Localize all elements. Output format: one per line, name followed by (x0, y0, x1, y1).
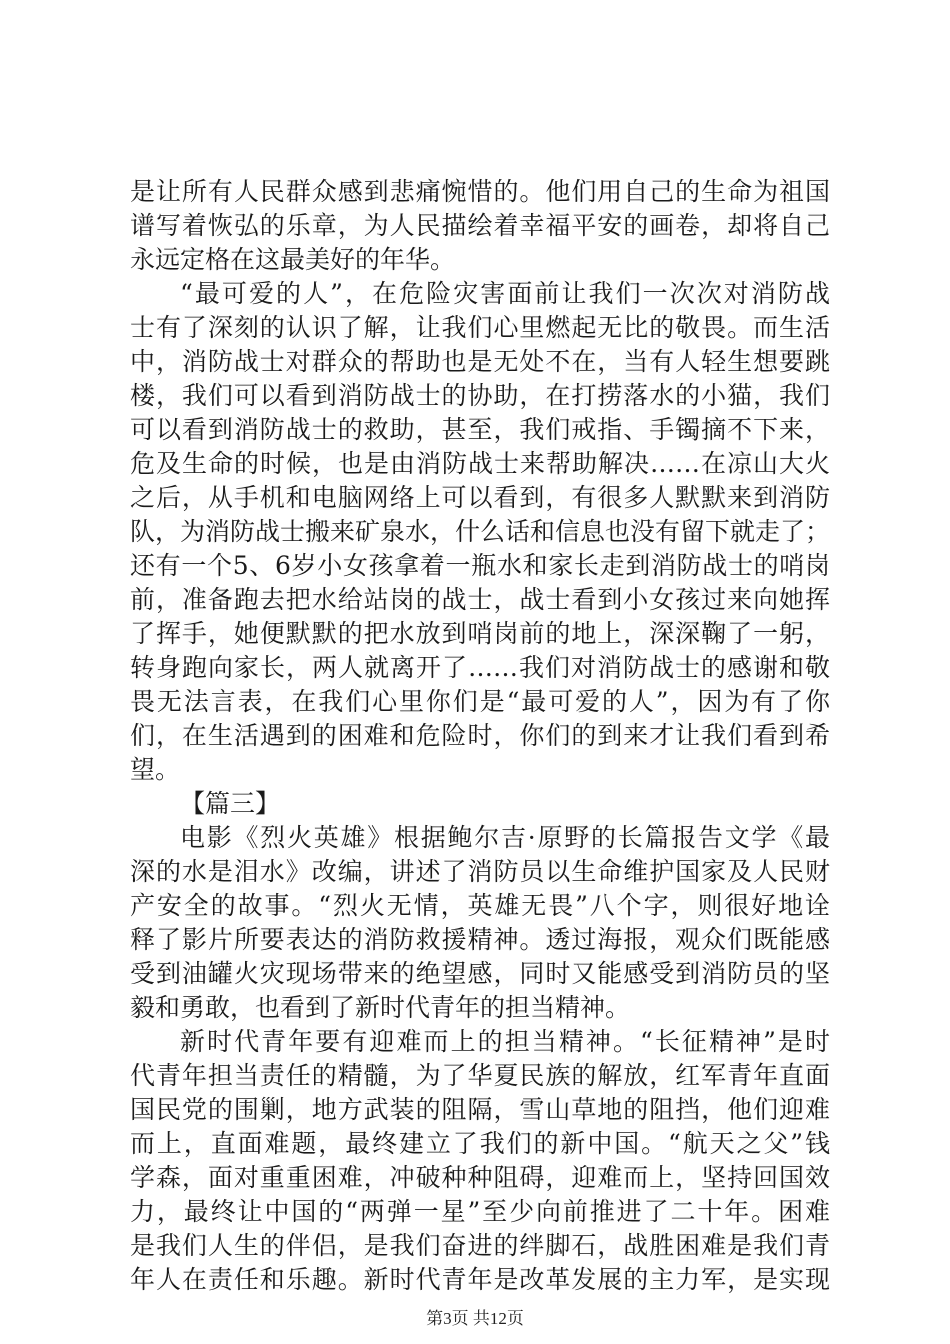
section-heading: 【篇三】 (180, 789, 281, 818)
text-line: 畏无法言表，在我们心里你们是“最可爱的人”，因为有了你 (130, 687, 830, 716)
text-line: 谱写着恢弘的乐章，为人民描绘着幸福平安的画卷，却将自己 (130, 211, 830, 240)
text-line: 队，为消防战士搬来矿泉水，什么话和信息也没有留下就走了； (130, 517, 830, 546)
text-line: 转身跑向家长，两人就离开了……我们对消防战士的感谢和敬 (130, 653, 830, 682)
text-line: 了挥手，她便默默的把水放到哨岗前的地上，深深鞠了一躬， (130, 619, 830, 648)
text-line: 危及生命的时候，也是由消防战士来帮助解决……在凉山大火 (130, 449, 830, 478)
text-line: 力，最终让中国的“两弹一星”至少向前推进了二十年。困难 (130, 1197, 830, 1226)
text-line: 可以看到消防战士的救助，甚至，我们戒指、手镯摘不下来， (130, 415, 830, 444)
text-line: 产安全的故事。“烈火无情，英雄无畏”八个字，则很好地诠 (130, 891, 830, 920)
text-line: 永远定格在这最美好的年华。 (130, 245, 456, 274)
text-line: 中，消防战士对群众的帮助也是无处不在，当有人轻生想要跳 (130, 347, 830, 376)
text-line: 受到油罐火灾现场带来的绝望感，同时又能感受到消防员的坚 (130, 959, 830, 988)
paragraph-start: 新时代青年要有迎难而上的担当精神。“长征精神”是时 (180, 1027, 830, 1056)
text-line: 毅和勇敢，也看到了新时代青年的担当精神。 (130, 993, 631, 1022)
text-line: 还有一个5、6岁小女孩拿着一瓶水和家长走到消防战士的哨岗 (130, 551, 830, 580)
paragraph-start: 电影《烈火英雄》根据鲍尔吉·原野的长篇报告文学《最 (180, 823, 830, 852)
text-line: 是我们人生的伴侣，是我们奋进的绊脚石，战胜困难是我们青 (130, 1231, 830, 1260)
page-number-footer: 第3页 共12页 (426, 1309, 524, 1328)
text-line: 国民党的围剿，地方武装的阻隔，雪山草地的阻挡，他们迎难 (130, 1095, 830, 1124)
paragraph-start: “最可爱的人”，在危险灾害面前让我们一次次对消防战 (180, 279, 830, 308)
text-line: 望。 (130, 755, 181, 784)
text-line: 是让所有人民群众感到悲痛惋惜的。他们用自己的生命为祖国 (130, 177, 830, 206)
text-line: 学森，面对重重困难，冲破种种阻碍，迎难而上，坚持回国效 (130, 1163, 830, 1192)
text-line: 深的水是泪水》改编，讲述了消防员以生命维护国家及人民财 (130, 857, 830, 886)
text-line: 之后，从手机和电脑网络上可以看到，有很多人默默来到消防 (130, 483, 830, 512)
text-line: 们，在生活遇到的困难和危险时，你们的到来才让我们看到希 (130, 721, 830, 750)
text-line: 代青年担当责任的精髓，为了华夏民族的解放，红军青年直面 (130, 1061, 830, 1090)
text-line: 士有了深刻的认识了解，让我们心里燃起无比的敬畏。而生活 (130, 313, 830, 342)
text-line: 楼，我们可以看到消防战士的协助，在打捞落水的小猫，我们 (130, 381, 830, 410)
text-line: 前，准备跑去把水给站岗的战士，战士看到小女孩过来向她挥 (130, 585, 830, 614)
text-line: 年人在责任和乐趣。新时代青年是改革发展的主力军，是实现 (130, 1265, 830, 1294)
text-line: 而上，直面难题，最终建立了我们的新中国。“航天之父”钱 (130, 1129, 830, 1158)
text-line: 释了影片所要表达的消防救援精神。透过海报，观众们既能感 (130, 925, 830, 954)
